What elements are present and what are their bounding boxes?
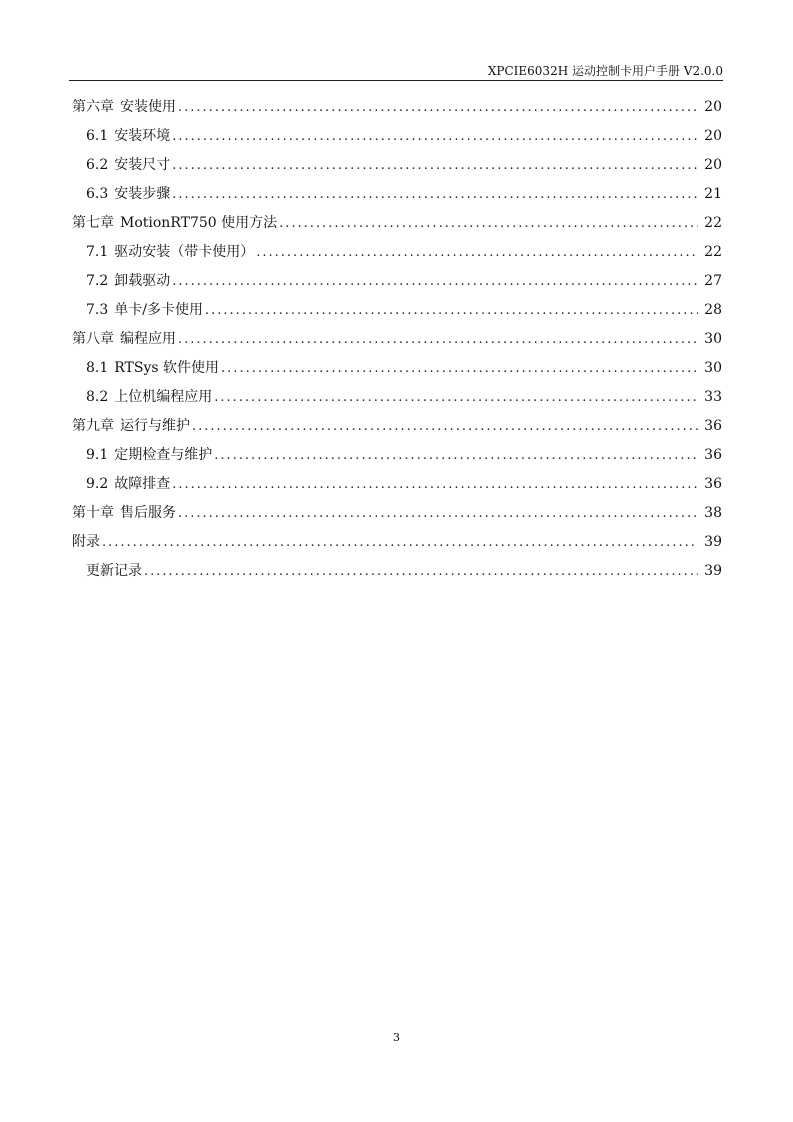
- toc-entry-number: 7.1: [86, 244, 109, 260]
- toc-entry-title: 安装环境: [114, 128, 171, 144]
- toc-entry-number: 9.2: [86, 476, 109, 492]
- toc-entry[interactable]: [72, 356, 722, 385]
- toc-dot-leader: [256, 241, 698, 265]
- toc-entry-title: 单卡/多卡使用: [114, 302, 203, 318]
- toc-entry[interactable]: [72, 559, 722, 588]
- toc-entry-number: 8.2: [86, 389, 109, 405]
- toc-dot-leader: [178, 96, 698, 120]
- toc-entry-number: 8.1: [86, 360, 109, 376]
- toc-entry[interactable]: [72, 443, 722, 472]
- toc-entry-number: 6.2: [86, 157, 109, 173]
- toc-entry-title: RTSys 软件使用: [114, 360, 220, 376]
- toc-entry[interactable]: [72, 385, 722, 414]
- toc-dot-leader: [172, 125, 698, 149]
- toc-entry-title: 编程应用: [120, 331, 176, 347]
- toc-entry-title: 故障排查: [114, 476, 171, 492]
- toc-entry-page: 22: [704, 244, 722, 260]
- toc-entry-title: 售后服务: [120, 505, 176, 521]
- toc-dot-leader: [279, 212, 698, 236]
- toc-entry-page: 30: [704, 331, 722, 347]
- header-rule: [69, 80, 723, 81]
- toc-entry-page: 36: [704, 476, 722, 492]
- toc-dot-leader: [178, 328, 698, 352]
- toc-entry[interactable]: [72, 501, 722, 530]
- toc-entry[interactable]: [72, 153, 722, 182]
- toc-entry-number: 第七章: [72, 215, 114, 231]
- toc-entry-page: 27: [704, 273, 722, 289]
- toc-dot-leader: [205, 299, 698, 323]
- toc-entry[interactable]: [72, 530, 722, 559]
- toc-dot-leader: [214, 444, 698, 468]
- toc-entry-number: 7.3: [86, 302, 109, 318]
- toc-dot-leader: [172, 183, 698, 207]
- toc-entry-page: 30: [704, 360, 722, 376]
- toc-entry-page: 39: [704, 563, 722, 579]
- toc-entry-page: 36: [704, 447, 722, 463]
- toc-entry[interactable]: [72, 182, 722, 211]
- toc-entry-number: 7.2: [86, 273, 109, 289]
- toc-entry[interactable]: [72, 240, 722, 269]
- toc-entry-page: 20: [704, 128, 722, 144]
- toc-dot-leader: [221, 357, 698, 381]
- toc-entry-number: 第十章: [72, 505, 114, 521]
- toc-entry-page: 28: [704, 302, 722, 318]
- toc-entry-title: 安装使用: [120, 99, 176, 115]
- toc-entry-number: 6.1: [86, 128, 109, 144]
- toc-entry-title: 安装尺寸: [114, 157, 171, 173]
- toc-entry-title: 更新记录: [86, 563, 142, 579]
- toc-entry-number: 第九章: [72, 418, 114, 434]
- toc-entry-page: 36: [704, 418, 722, 434]
- toc-entry-title: 安装步骤: [114, 186, 171, 202]
- toc-dot-leader: [172, 154, 698, 178]
- toc-dot-leader: [178, 502, 698, 526]
- table-of-contents: [72, 95, 722, 588]
- toc-dot-leader: [192, 415, 698, 439]
- page-number: 3: [393, 1031, 400, 1044]
- toc-entry-page: 33: [704, 389, 722, 405]
- toc-entry-page: 22: [704, 215, 722, 231]
- toc-entry[interactable]: [72, 95, 722, 124]
- toc-dot-leader: [214, 386, 698, 410]
- running-header: XPCIE6032H 运动控制卡用户手册 V2.0.0: [487, 64, 723, 78]
- toc-entry-page: 21: [704, 186, 722, 202]
- toc-entry[interactable]: [72, 327, 722, 356]
- toc-entry[interactable]: [72, 211, 722, 240]
- toc-dot-leader: [172, 270, 698, 294]
- toc-dot-leader: [144, 560, 698, 584]
- toc-entry-number: 9.1: [86, 447, 109, 463]
- toc-entry-title: 定期检查与维护: [114, 447, 213, 463]
- toc-entry[interactable]: [72, 269, 722, 298]
- toc-entry-page: 20: [704, 157, 722, 173]
- toc-dot-leader: [172, 473, 698, 497]
- toc-entry-title: 驱动安装（带卡使用）: [114, 244, 255, 260]
- toc-entry[interactable]: [72, 298, 722, 327]
- toc-entry[interactable]: [72, 124, 722, 153]
- toc-entry-title: 运行与维护: [120, 418, 190, 434]
- toc-entry-page: 39: [704, 534, 722, 550]
- toc-entry-number: 第八章: [72, 331, 114, 347]
- toc-entry-title: 卸载驱动: [114, 273, 171, 289]
- toc-entry-page: 38: [704, 505, 722, 521]
- toc-entry-number: 6.3: [86, 186, 109, 202]
- toc-entry-title: MotionRT750 使用方法: [120, 215, 278, 231]
- toc-entry-title: 附录: [72, 534, 100, 550]
- toc-entry[interactable]: [72, 414, 722, 443]
- toc-dot-leader: [102, 531, 698, 555]
- toc-entry-title: 上位机编程应用: [114, 389, 213, 405]
- toc-entry-number: 第六章: [72, 99, 114, 115]
- toc-entry[interactable]: [72, 472, 722, 501]
- toc-entry-page: 20: [704, 99, 722, 115]
